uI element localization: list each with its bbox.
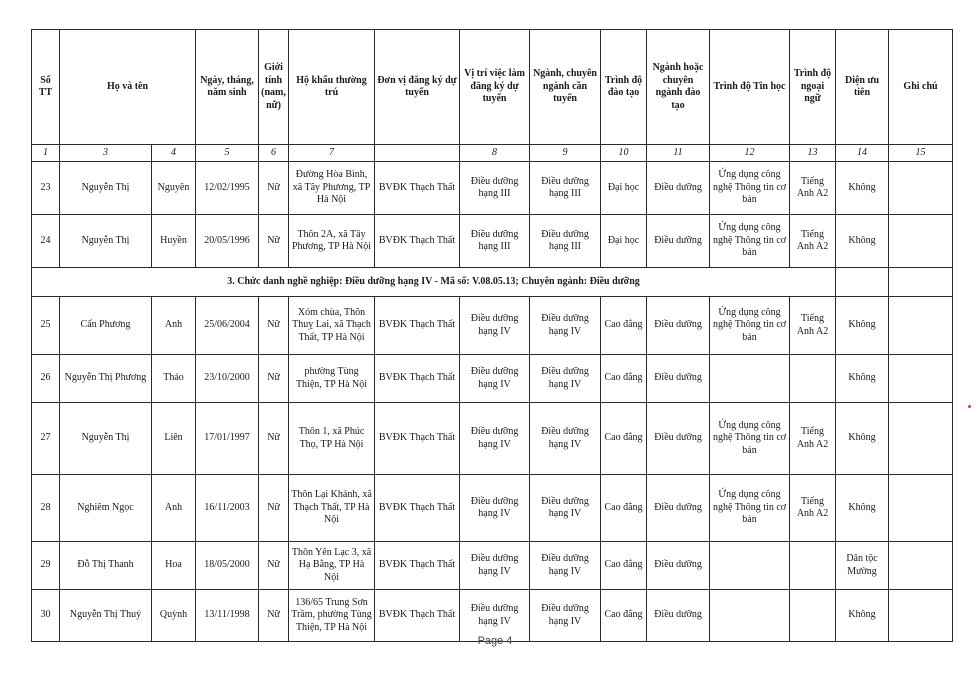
column-number-cell: 1 (32, 145, 60, 162)
unit-cell: BVĐK Thạch Thất (375, 590, 460, 642)
surname-cell: Nguyễn Thị (60, 162, 152, 215)
surname-cell: Cấn Phương (60, 297, 152, 355)
table-row (32, 542, 953, 590)
margin-ink-mark (968, 405, 971, 408)
note-cell (889, 403, 953, 475)
col-field-header: Ngành, chuyên ngành cần tuyển (530, 30, 601, 145)
row-number: 29 (32, 542, 60, 590)
column-number-cell: 5 (196, 145, 259, 162)
residence-cell: Thôn Yên Lạc 3, xã Hạ Bằng, TP Hà Nội (289, 542, 375, 590)
column-number-cell: 10 (601, 145, 647, 162)
language-cell: Tiếng Anh A2 (790, 215, 836, 268)
dob-cell: 18/05/2000 (196, 542, 259, 590)
priority-cell: Không (836, 355, 889, 403)
col-residence-header: Hộ khẩu thường trú (289, 30, 375, 145)
col-gender-header: Giới tính (nam, nữ) (259, 30, 289, 145)
note-cell (889, 475, 953, 542)
residence-cell: Thôn Lại Khánh, xã Thạch Thất, TP Hà Nội (289, 475, 375, 542)
field-cell: Điều dưỡng hạng III (530, 162, 601, 215)
it-level-cell: Ứng dụng công nghệ Thông tin cơ bản (710, 162, 790, 215)
position-cell: Điều dưỡng hạng IV (460, 590, 530, 642)
gender-cell: Nữ (259, 215, 289, 268)
residence-cell: Xóm chùa, Thôn Thuỵ Lai, xã Thạch Thất, TP Hà Nội (289, 297, 375, 355)
field-cell: Điều dưỡng hạng IV (530, 475, 601, 542)
dob-cell: 17/01/1997 (196, 403, 259, 475)
note-cell (889, 355, 953, 403)
language-cell: Tiếng Anh A2 (790, 297, 836, 355)
education-cell: Cao đẳng (601, 542, 647, 590)
col-major-header: Ngành hoặc chuyên ngành đào tạo (647, 30, 710, 145)
education-cell: Đại học (601, 215, 647, 268)
column-number-cell: 8 (460, 145, 530, 162)
major-cell: Điều dưỡng (647, 590, 710, 642)
note-cell (889, 215, 953, 268)
table-row (32, 590, 953, 642)
column-number-cell: 9 (530, 145, 601, 162)
field-cell: Điều dưỡng hạng IV (530, 403, 601, 475)
it-level-cell: Ứng dụng công nghệ Thông tin cơ bản (710, 215, 790, 268)
column-number-cell: 15 (889, 145, 953, 162)
given-name-cell: Hoa (152, 542, 196, 590)
major-cell: Điều dưỡng (647, 297, 710, 355)
col-unit-header: Đơn vị đăng ký dự tuyển (375, 30, 460, 145)
education-cell: Cao đẳng (601, 590, 647, 642)
it-level-cell (710, 590, 790, 642)
row-number: 25 (32, 297, 60, 355)
column-number-cell: 4 (152, 145, 196, 162)
field-cell: Điều dưỡng hạng IV (530, 590, 601, 642)
language-cell: Tiếng Anh A2 (790, 162, 836, 215)
priority-cell: Không (836, 297, 889, 355)
column-number-row (32, 145, 953, 162)
column-number-cell: 13 (790, 145, 836, 162)
table-row (32, 475, 953, 542)
field-cell: Điều dưỡng hạng IV (530, 355, 601, 403)
it-level-cell: Ứng dụng công nghệ Thông tin cơ bản (710, 297, 790, 355)
position-cell: Điều dưỡng hạng IV (460, 355, 530, 403)
major-cell: Điều dưỡng (647, 162, 710, 215)
dob-cell: 13/11/1998 (196, 590, 259, 642)
table-row (32, 403, 953, 475)
it-level-cell (710, 355, 790, 403)
candidate-table (31, 29, 953, 642)
field-cell: Điều dưỡng hạng III (530, 215, 601, 268)
education-cell: Cao đẳng (601, 475, 647, 542)
field-cell: Điều dưỡng hạng IV (530, 297, 601, 355)
residence-cell: 136/65 Trung Sơn Trầm, phường Tùng Thiện, TP Hà Nội (289, 590, 375, 642)
section-row (32, 268, 953, 297)
major-cell: Điều dưỡng (647, 542, 710, 590)
given-name-cell: Thảo (152, 355, 196, 403)
row-number: 27 (32, 403, 60, 475)
major-cell: Điều dưỡng (647, 215, 710, 268)
it-level-cell: Ứng dụng công nghệ Thông tin cơ bản (710, 475, 790, 542)
surname-cell: Nguyễn Thị (60, 215, 152, 268)
unit-cell: BVĐK Thạch Thất (375, 403, 460, 475)
unit-cell: BVĐK Thạch Thất (375, 297, 460, 355)
header-row (32, 30, 953, 145)
priority-cell: Không (836, 590, 889, 642)
col-language-header: Trình độ ngoại ngữ (790, 30, 836, 145)
row-number: 30 (32, 590, 60, 642)
note-cell (889, 162, 953, 215)
given-name-cell: Anh (152, 297, 196, 355)
row-number: 28 (32, 475, 60, 542)
education-cell: Cao đẳng (601, 297, 647, 355)
col-education-header: Trình độ đào tạo (601, 30, 647, 145)
unit-cell: BVĐK Thạch Thất (375, 162, 460, 215)
position-cell: Điều dưỡng hạng III (460, 215, 530, 268)
given-name-cell: Huyền (152, 215, 196, 268)
major-cell: Điều dưỡng (647, 355, 710, 403)
surname-cell: Đỗ Thị Thanh (60, 542, 152, 590)
note-cell (889, 590, 953, 642)
dob-cell: 20/05/1996 (196, 215, 259, 268)
table-row (32, 355, 953, 403)
gender-cell: Nữ (259, 297, 289, 355)
it-level-cell: Ứng dụng công nghệ Thông tin cơ bản (710, 403, 790, 475)
position-cell: Điều dưỡng hạng IV (460, 475, 530, 542)
column-number-cell: 14 (836, 145, 889, 162)
priority-cell: Không (836, 403, 889, 475)
dob-cell: 23/10/2000 (196, 355, 259, 403)
major-cell: Điều dưỡng (647, 475, 710, 542)
gender-cell: Nữ (259, 542, 289, 590)
priority-cell: Không (836, 162, 889, 215)
language-cell (790, 542, 836, 590)
gender-cell: Nữ (259, 355, 289, 403)
column-number-cell: 7 (289, 145, 375, 162)
major-cell: Điều dưỡng (647, 403, 710, 475)
table-row (32, 162, 953, 215)
gender-cell: Nữ (259, 403, 289, 475)
position-cell: Điều dưỡng hạng IV (460, 297, 530, 355)
col-note-header: Ghi chú (889, 30, 953, 145)
row-number: 26 (32, 355, 60, 403)
residence-cell: phường Tùng Thiện, TP Hà Nội (289, 355, 375, 403)
given-name-cell: Anh (152, 475, 196, 542)
section-title: 3. Chức danh nghề nghiệp: Điều dưỡng hạng IV - Mã số: V.08.05.13; Chuyên ngành: Điều dưỡng (32, 268, 836, 297)
col-name-header: Họ và tên (60, 30, 196, 145)
gender-cell: Nữ (259, 475, 289, 542)
language-cell: Tiếng Anh A2 (790, 475, 836, 542)
col-dob-header: Ngày, tháng, năm sinh (196, 30, 259, 145)
column-number-cell: 12 (710, 145, 790, 162)
table-row (32, 297, 953, 355)
gender-cell: Nữ (259, 162, 289, 215)
dob-cell: 12/02/1995 (196, 162, 259, 215)
unit-cell: BVĐK Thạch Thất (375, 475, 460, 542)
education-cell: Cao đẳng (601, 403, 647, 475)
col-priority-header: Diện ưu tiên (836, 30, 889, 145)
note-cell (889, 542, 953, 590)
surname-cell: Nguyễn Thị Phương (60, 355, 152, 403)
residence-cell: Thôn 2A, xã Tây Phương, TP Hà Nội (289, 215, 375, 268)
table-row (32, 215, 953, 268)
column-number-cell: 3 (60, 145, 152, 162)
row-number: 23 (32, 162, 60, 215)
col-stt-header: Số TT (32, 30, 60, 145)
language-cell (790, 590, 836, 642)
education-cell: Cao đẳng (601, 355, 647, 403)
priority-cell: Không (836, 215, 889, 268)
unit-cell: BVĐK Thạch Thất (375, 355, 460, 403)
surname-cell: Nguyễn Thị (60, 403, 152, 475)
section-note-cell (889, 268, 953, 297)
row-number: 24 (32, 215, 60, 268)
column-number-cell: 6 (259, 145, 289, 162)
note-cell (889, 297, 953, 355)
col-it-header: Trình độ Tin học (710, 30, 790, 145)
given-name-cell: Liên (152, 403, 196, 475)
language-cell: Tiếng Anh A2 (790, 403, 836, 475)
unit-cell: BVĐK Thạch Thất (375, 542, 460, 590)
section-priority-cell (836, 268, 889, 297)
position-cell: Điều dưỡng hạng IV (460, 542, 530, 590)
unit-cell: BVĐK Thạch Thất (375, 215, 460, 268)
residence-cell: Đường Hòa Bình, xã Tây Phương, TP Hà Nội (289, 162, 375, 215)
col-position-header: Vị trí việc làm đăng ký dự tuyển (460, 30, 530, 145)
column-number-cell: 11 (647, 145, 710, 162)
surname-cell: Nguyễn Thị Thuý (60, 590, 152, 642)
priority-cell: Không (836, 475, 889, 542)
education-cell: Đại học (601, 162, 647, 215)
language-cell (790, 355, 836, 403)
surname-cell: Nghiêm Ngọc (60, 475, 152, 542)
dob-cell: 16/11/2003 (196, 475, 259, 542)
it-level-cell (710, 542, 790, 590)
residence-cell: Thôn 1, xã Phúc Thọ, TP Hà Nội (289, 403, 375, 475)
column-number-cell (375, 145, 460, 162)
priority-cell: Dân tộc Mường (836, 542, 889, 590)
position-cell: Điều dưỡng hạng IV (460, 403, 530, 475)
given-name-cell: Nguyên (152, 162, 196, 215)
position-cell: Điều dưỡng hạng III (460, 162, 530, 215)
field-cell: Điều dưỡng hạng IV (530, 542, 601, 590)
page-number: Page 4 (477, 635, 513, 647)
given-name-cell: Quỳnh (152, 590, 196, 642)
gender-cell: Nữ (259, 590, 289, 642)
dob-cell: 25/06/2004 (196, 297, 259, 355)
